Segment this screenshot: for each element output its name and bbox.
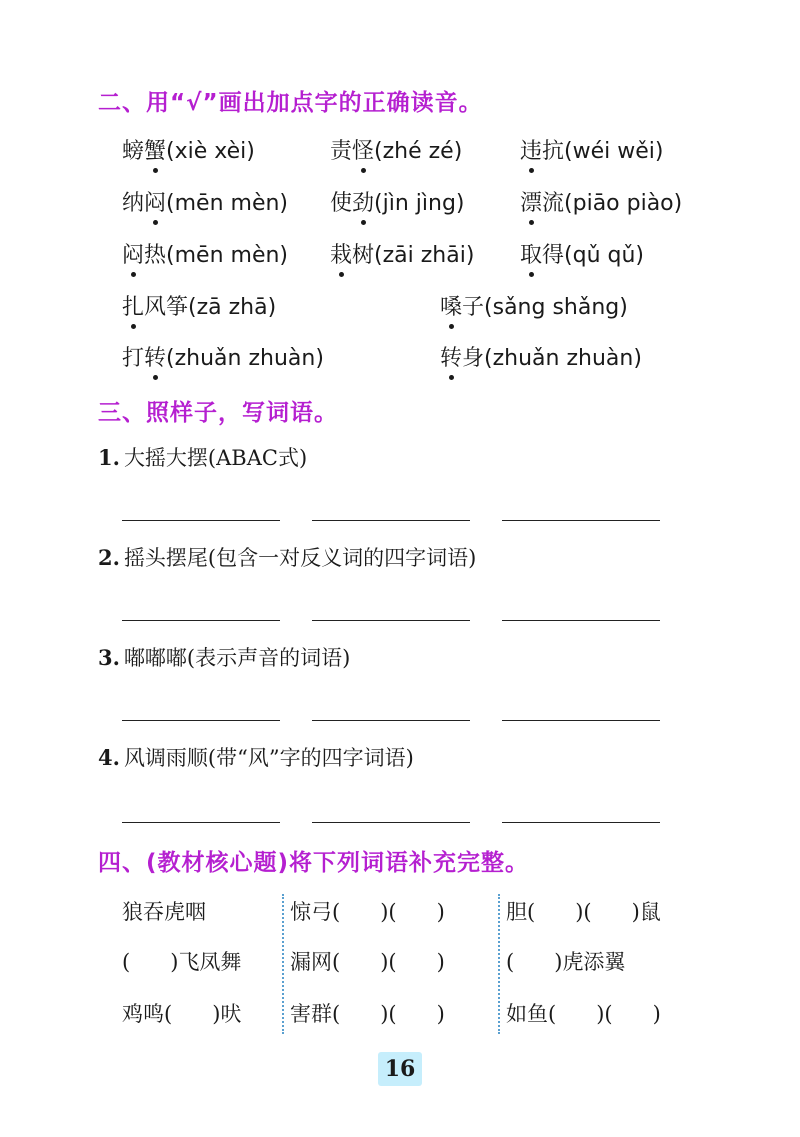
dotted-char: 劲 [352,186,374,217]
pinyin-options[interactable]: (qǔ qǔ) [564,243,645,268]
section-2-title: 二、用“√”画出加点字的正确读音。 [98,90,483,116]
dotted-char: 漂 [520,186,542,217]
answer-blank[interactable] [312,822,470,823]
dotted-char: 嗓 [440,290,462,321]
dotted-char: 闷 [144,186,166,217]
pinyin-item: 嗓子(sǎng shǎng) [440,290,628,321]
idiom-cell[interactable]: 害群( )( ) [290,1002,445,1026]
answer-blank[interactable] [312,520,470,521]
pinyin-item: 责怪(zhé zé) [330,134,462,165]
pinyin-options[interactable]: (zhuǎn zhuàn) [484,346,642,371]
dotted-char: 取 [520,238,542,269]
answer-blank[interactable] [502,520,660,521]
pinyin-item: 使劲(jìn jìng) [330,186,465,217]
section-4-title: 四、(教材核心题)将下列词语补充完整。 [98,850,530,876]
pinyin-item: 打转(zhuǎn zhuàn) [122,341,324,372]
pinyin-item: 取得(qǔ qǔ) [520,238,644,269]
answer-blank[interactable] [122,822,280,823]
pinyin-item: 漂流(piāo piào) [520,186,682,217]
answer-blank[interactable] [502,720,660,721]
pinyin-options[interactable]: (mēn mèn) [166,243,289,268]
question-1: 1. 大摇大摆(ABAC式) [98,445,308,470]
dotted-char: 怪 [352,134,374,165]
pinyin-item: 螃蟹(xiè xèi) [122,134,255,165]
dotted-char: 栽 [330,238,352,269]
idiom-cell[interactable]: 漏网( )( ) [290,950,445,974]
dotted-char: 蟹 [144,134,166,165]
pinyin-options[interactable]: (wéi wěi) [564,139,664,164]
dotted-char: 扎 [122,290,144,321]
idiom-cell[interactable]: 胆( )( )鼠 [506,900,661,924]
answer-blank[interactable] [502,620,660,621]
pinyin-options[interactable]: (piāo piào) [564,191,683,216]
page-number: 16 [378,1052,422,1086]
pinyin-item: 转身(zhuǎn zhuàn) [440,341,642,372]
pinyin-options[interactable]: (xiè xèi) [166,139,255,164]
column-divider [282,894,284,1034]
pinyin-options[interactable]: (jìn jìng) [374,191,465,216]
idiom-cell[interactable]: 鸡鸣( )吠 [122,1002,242,1026]
idiom-cell[interactable]: 惊弓( )( ) [290,900,445,924]
answer-blank[interactable] [312,620,470,621]
idiom-cell[interactable]: 如鱼( )( ) [506,1002,661,1026]
answer-blank[interactable] [122,620,280,621]
idiom-cell: 狼吞虎咽 [122,900,206,924]
pinyin-options[interactable]: (zhé zé) [374,139,463,164]
question-2: 2. 摇头摆尾(包含一对反义词的四字词语) [98,545,477,570]
section-3-title: 三、照样子，写词语。 [98,400,338,426]
dotted-char: 转 [440,341,462,372]
dotted-char: 转 [144,341,166,372]
answer-blank[interactable] [122,720,280,721]
dotted-char: 违 [520,134,542,165]
pinyin-options[interactable]: (zāi zhāi) [374,243,475,268]
pinyin-item: 扎风筝(zā zhā) [122,290,276,321]
column-divider [498,894,500,1034]
pinyin-options[interactable]: (mēn mèn) [166,191,289,216]
pinyin-options[interactable]: (zā zhā) [188,295,277,320]
dotted-char: 闷 [122,238,144,269]
answer-blank[interactable] [502,822,660,823]
question-3: 3. 嘟嘟嘟(表示声音的词语) [98,645,351,670]
pinyin-item: 违抗(wéi wěi) [520,134,663,165]
idiom-cell[interactable]: ( )飞凤舞 [122,950,242,974]
pinyin-item: 纳闷(mēn mèn) [122,186,288,217]
answer-blank[interactable] [312,720,470,721]
question-4: 4. 风调雨顺(带“风”字的四字词语) [98,745,414,770]
answer-blank[interactable] [122,520,280,521]
pinyin-options[interactable]: (zhuǎn zhuàn) [166,346,324,371]
pinyin-options[interactable]: (sǎng shǎng) [484,295,628,320]
idiom-cell[interactable]: ( )虎添翼 [506,950,626,974]
pinyin-item: 闷热(mēn mèn) [122,238,288,269]
pinyin-item: 栽树(zāi zhāi) [330,238,474,269]
